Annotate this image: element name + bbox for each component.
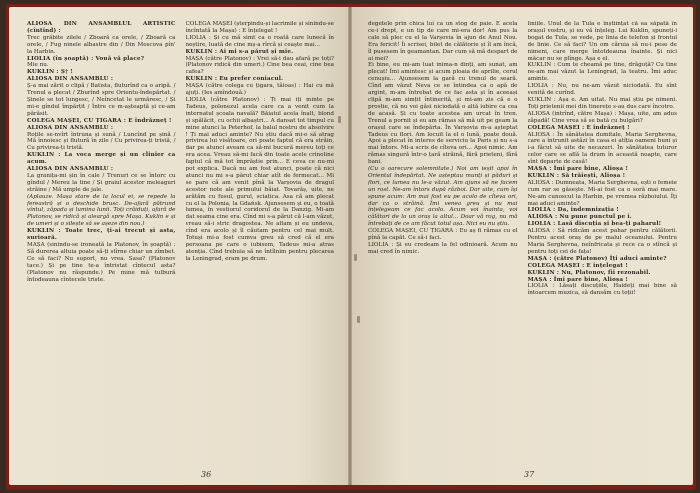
text-paragraph: LIOLIA : Lăsați discuțiile, Haideți mai bine să întoarcem muzica, să dansăm cu toții! [527,283,677,297]
text-paragraph: LIOLIA : Și cu mă simt ca o roată care lunecă în neștire, luată de cine mș-a rîrcă și ceaște mai... [185,34,334,48]
text-paragraph: KUKLIN : Să trăiești, Alioșa ! [527,172,626,179]
text-paragraph: ALIOSA : Nu pune punctul pe i. [527,214,632,221]
text-paragraph: MAȘA : (către Platonov) Îți aduci aminte? [527,255,667,262]
binding-staple [357,316,360,323]
text-paragraph: MAȘA (către Platonov) : Vrei să-i dau afară pe toți? (Platonov ridică din umeri.) Cine bea ceai, cine bea cafea? [185,55,334,76]
text-paragraph: Trec grăbite zilele / Zboară ca orele, / Zboară ca orele, / Fug ninele albastre din / Din Moscova pîn' la Harbin. [27,34,176,55]
text-paragraph: LIOLIA (în șoaptă) : Vouă vă place? [27,55,145,62]
text-paragraph: Ș-a mai zărit o clipă / Batista, fluturînd ca o aripă. / Trenul a plecat / Zburînd spre Orientu-îndepărtat. / Șinele se tot lungesc, / Neîncetat le urmăresc, / Și mi-e gîndul împărțit / Între ce m-așteaptă și ce-am părăsit. [27,83,176,117]
binding-staple [354,254,357,261]
text-paragraph: (Aplauze. Mașa stare de la locul ei, se repede la fereastră și o deschide brusc. De-afară pătrund vîntul, zăpada și lumina lunii. Toți crăiduți, afară de Platonov, se ridică și aleargă spre Mașa. Kuklin e și de umeri și o silește să se așeze din nou.) [27,193,176,228]
text-paragraph: COLEGA MAȘEI, CU ȚIGARA : Eu aș fi rămas cu el pînă la capăt. Ce să-i faci. [368,228,518,242]
text-paragraph: KUKLIN : Eu prefer coniacul. [185,76,284,83]
text-paragraph: KUKLIN : Cum te cheamă pe tine, drăguță? Cu tine ne-am mai văzut la Leningrad, la teatru. Îmi aduc aminte. [527,62,677,83]
text-paragraph: KUKLIN : Ș† ! [27,69,73,76]
text-paragraph: MAȘA (către colega cu țigara, tăioas) : Hai cu mă ajuți. (Ies amîndouă.) [185,83,334,97]
text-paragraph: COLEGA MAȘEI (șterpindu-și lacrimile și sinindu-se încîntată la Mașa) : E înțelegat ! [185,21,334,34]
text-paragraph: KUKLIN : Așa e. Am uitat. Nu mai știu pe nimeni. Toți prietenii mei din tinerețe s-au dus care încotro. [527,96,677,110]
left-page-column-1 [27,21,176,453]
right-page-number: 37 [524,470,535,479]
text-paragraph: COLEGA MAȘEI : E îndrăzneț ! [527,124,630,131]
text-paragraph: COLEGA MAȘEI : E înțelegat ! [527,262,628,269]
text-paragraph: degetele prin chica lui ca un stog de paie. E acela ce-i drept, e un tip de care mi-era dor! Am pus la cale să plec cu el la Varșovia în ajun de Anul Nou. Era fericit! Îi scrisei, bilet de călătorie și îl am încă, îl pusesem în geamantan. Dar cum să mă despart de ai mei? [368,21,518,62]
text-paragraph: (Cu o oarecare solemnitate.) Noi am ieșit apoi în Orientul îndepărtat. Ne așteptau munți și păduri și flori, ce lumea nu le-a văzut. Am ajuns să ne facem un rost. Ne-am întors după război. Dar uite, cum își spune acum: Am mai fost eu pe acolo de cîteva ori, dar ca o străină. Îmi venea greu și nu mai înțelegeam ce fac acolo. Acum voi înainta, voi călători de la un oraș la altul... Doar vă rog, nu mă întrebați de ce am făcut totul așa. Nici eu nu știu. [368,166,518,228]
text-paragraph: KUKLIN : Ai mi s-a părut și mie. [185,48,294,55]
text-paragraph: LIOLIA : Nu, nu ne-am văzut niciodată. Eu sînt venită de curînd. [527,83,677,97]
left-page-number: 36 [201,470,212,479]
binding-staple [338,116,341,123]
text-paragraph: ALIOSA DIN ANSAMBLU : [27,76,114,83]
text-paragraph: ALIOSA DIN ANSAMBLU : [27,124,114,131]
text-paragraph: LIOLIA (către Platonov) : Ți mai iți minte pe Tadeus, polonezul acela care ca a venit cum la internatul școala navală? Băiatul acela înalt, blond și spălăcit, cu ochii albaștri... A dansat tot timpul cu mine atunci la Peterhof, la balul nostru de absolvire ! Ți mai aduci aminte? Nu știu dacă mi-o să atrag privirea lui visătoare, ori poate faptul că era străin, dar pe atunci aveam ca să-mi bucură mereu toți ce era acea. Vreau să-mi facă din toate acele crinoline faptul că mă tot împrăștie prin... E ceva ce nu-mi pot explica. Dacă nu am fost atunci, poate că nici atunci nu mi s-a părut chiar atît de fermecat... Mi se pare că am venit pînă la Varșovia de dragul acestor note ale primului băiat. Tovarăș, uite, ne arătăm cu fusul, gurul, sciatica. Asa că am plecat cu el la Polonia, la Gdańsk. Ajunsesem și eu, o toată lumea, în vestiorul coridorul de la Danzig. Mi-am dat seama cine era. Cînd mi s-a părut că l-am văzut, vreau să-i stric dragostea. Ne aflam și eu undeva, cînd era acolo și îl căutam pentru cel mai mult. Totuși mi-a fost cumva greu să cred că el era persoana pe care o iubisem, Tadeus mi-a atras atenția. Cînd trebuia să ne întîlnim pentru plecarea la Leningrad, eram pe drum. [185,96,334,262]
right-page [352,7,693,485]
text-paragraph: MAȘA (sinindu-se ironeată la Platonov, în șoaptă) : Să durerea altuia poate să-ți stîrne chiar un zîmbet. Ce să faci? Nu suport, nu vrea. Sasa? (Platonov tace.) Și pe tine te-a întristat cîntecul asta? (Platonov nu răspunde.) Pe mine mă tulbură întodeauna cîntecele triste. [27,242,176,283]
text-paragraph: LIOLIA : Da, indemnizația ! [527,207,619,214]
text-paragraph: ALIOSA : Să ridicăm acest pahar pentru călătorii. Pentru acest oraș de pe malul oceanului. Pentru Maria Serghevna, neînfricata și rece ca o stîncă și pentru toți cei de fața! [527,228,677,255]
text-paragraph: ALIOSA DIN ANSAMBLU : [27,166,114,173]
text-paragraph: Roțile se-nvîrt întruna și sună / Luncînd pe șină / Mă înnoiesc și flutură în zile / Cu privirea-ți tristă, / Cu privirea-ți tristă. [27,131,176,152]
text-paragraph: ALIOSA : Dumneata, Maria Serghevna, ești o femeie cum rar se găsește. Mi-ai fost ca o soră mai mare. Ne-am cunoscut la Harbin, pe vremea războiului. Îți mai aduci aminte? [527,179,677,207]
text-paragraph: ALIOSA DIN ANSAMBLUL ARTISTIC (cîntînd) : [27,21,176,34]
text-paragraph: liniile. Unul de la Tula e înștiințat că ea săpată în orașul vostru, și eu vă înțeleg. Lui Kuklin, spuneți-i bogat de Tula, se vede, pe linia de telefon și frontul de linie. Ce să faci? Un om căruia să nu-i pese de nimeni, care merge întotdeauna înainte. Și nici măcar nu se plînge. Așa e el. [527,21,677,62]
text-paragraph: Ei bine, eu mi-am luat inima-n dinți, am sunat, am plecat! Îmi amintesc și acum ploaia de aprilie, cerul cenușiu... Ajunsesem la gară cu trenul de seară. Cînd am văzut Neva ce se întindea ca o apă de argint, m-am întrebat de ce fac asta și în aceeași clipă m-am simțit întinerită, și mi-am zis că e o prostie, că nu voi găsi niciodată o altă iubire ca cea de acasă. Și cu toate acestea am urcat în tren. Trenul a pornit și eu am rămas să mă uit pe geam la orașul care se îndepărta. În Varșovia m-a așteptat Tadeus cu flori. Am locuit la el o lună, poate două. Apoi a plecat în interes de serviciu la Paris și nu s-a mai întors. Mi-a scris de cîteva ori... Apoi nimic. Am rămas singură într-o țară străină, fără prieteni, fără bani. [368,62,518,166]
right-page-column-2 [528,21,678,453]
text-paragraph: ALIOSA : În sănătatea dumitale, Maria Serghevna, care a întrunit astăzi în casa ei atîția oameni buni și i-a făcut să uite de necazuri. În sănătatea tuturor celor care se află la drum în această noapte, care sînt departe de casă! [527,131,677,166]
left-page [9,7,348,485]
text-paragraph: KUKLIN : Toate trec, ți-ai trecut și asta, surioară. [27,228,176,242]
right-page-column-1 [368,21,518,453]
left-page-column-2 [186,21,335,453]
text-paragraph: LIOLIA : Lasă discuția și bea-ți paharul! [527,221,662,228]
text-paragraph: COLEGA MAȘEI, CU ȚIGARA : E îndrăzneț ! [27,117,172,124]
book-spread [6,4,696,490]
text-paragraph: KUKLIN : Nu, Platonov, fii rezonabil. [527,269,651,276]
text-paragraph: LIOLIA : Și eu credeam la fel odinioară. Acum nu mai cred în nimic. [368,242,518,255]
text-paragraph: MAȘA : Îmi pare bine, Alioșa ! [527,276,629,283]
text-paragraph: KUKLIN : La voca merge și un clinier ca acum. [27,152,176,166]
text-paragraph: ALIOSA (intrînd, către Mașa) : Mașa, uite, am adus zăpadă! Cine vrea să se bată cu bulgări? [527,110,677,124]
text-paragraph: Mie nu. [27,62,49,69]
text-paragraph: MAȘA : Îmi pare bine, Alioșa ! [527,166,629,173]
text-paragraph: La granița-mi șin în cale / Trenuri ce se întorc cu gîndul / Mereu la tine / Și graiul acestor meleaguri străine / Mă umple de jale. [27,172,176,193]
